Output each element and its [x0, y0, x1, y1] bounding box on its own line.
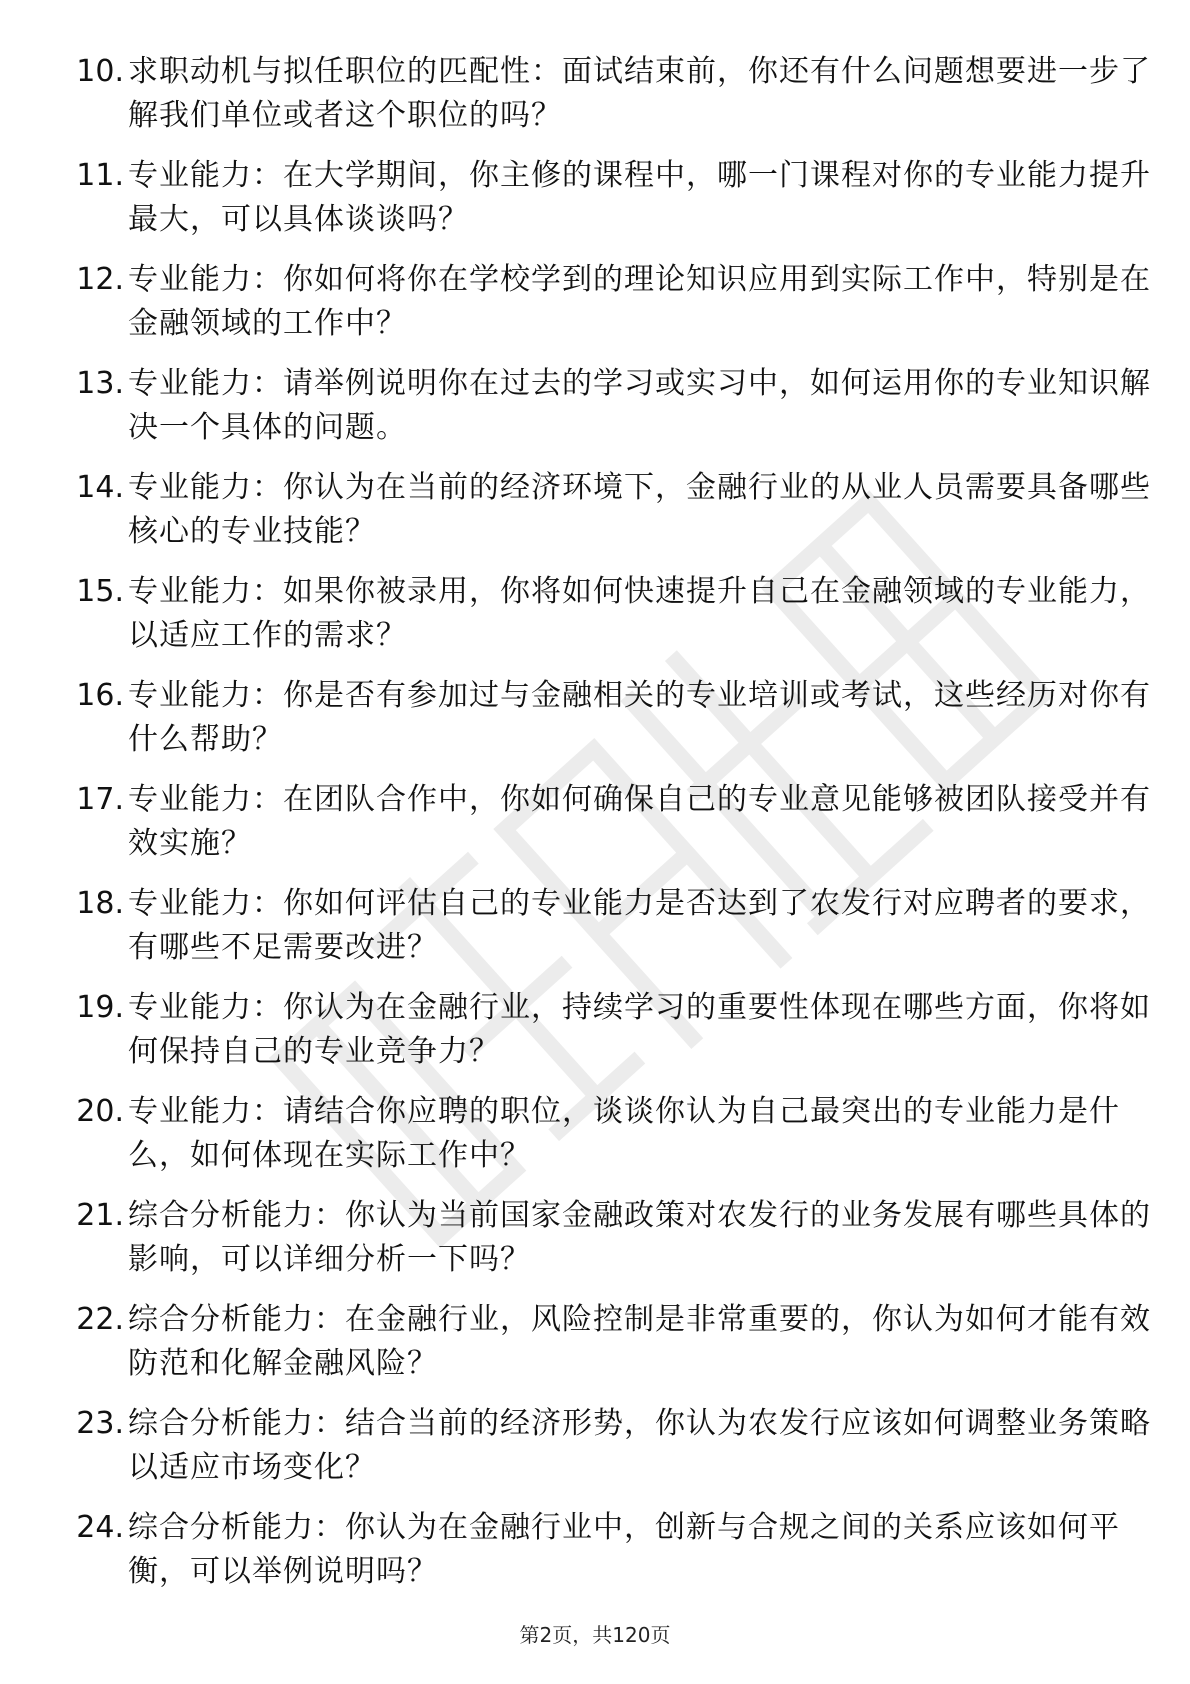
question-text: 专业能力：你认为在当前的经济环境下，金融行业的从业人员需要具备哪些核心的专业技能？ — [128, 470, 1151, 549]
question-text: 专业能力：在大学期间，你主修的课程中，哪一门课程对你的专业能力提升最大，可以具体谈谈吗？ — [128, 158, 1151, 237]
question-number: 16. — [76, 678, 124, 713]
question-number: 23. — [76, 1406, 124, 1441]
question-item-10 — [56, 44, 1151, 148]
question-text: 专业能力：如果你被录用，你将如何快速提升自己在金融领域的专业能力，以适应工作的需求？ — [128, 574, 1151, 653]
question-number: 15. — [76, 574, 124, 609]
question-text: 综合分析能力：你认为当前国家金融政策对农发行的业务发展有哪些具体的影响，可以详细分析一下吗？ — [128, 1198, 1151, 1277]
question-text: 专业能力：请举例说明你在过去的学习或实习中，如何运用你的专业知识解决一个具体的问题。 — [128, 366, 1151, 445]
question-text: 求职动机与拟任职位的匹配性：面试结束前，你还有什么问题想要进一步了解我们单位或者这个职位的吗？ — [128, 54, 1151, 133]
question-item-13 — [56, 356, 1151, 460]
page-number-footer: 第2页，共120页 — [519, 1623, 671, 1647]
question-item-22 — [56, 1292, 1151, 1396]
question-text: 专业能力：在团队合作中，你如何确保自己的专业意见能够被团队接受并有效实施？ — [128, 782, 1151, 861]
question-list — [56, 44, 1151, 1604]
question-number: 19. — [76, 990, 124, 1025]
question-number: 14. — [76, 470, 124, 505]
question-number: 12. — [76, 262, 124, 297]
question-item-20 — [56, 1084, 1120, 1188]
question-number: 11. — [76, 158, 124, 193]
question-item-11 — [56, 148, 1151, 252]
question-number: 18. — [76, 886, 124, 921]
question-item-23 — [56, 1396, 1151, 1500]
question-number: 24. — [76, 1510, 124, 1545]
question-number: 17. — [76, 782, 124, 817]
question-item-24 — [56, 1500, 1120, 1604]
question-number: 22. — [76, 1302, 124, 1337]
question-number: 13. — [76, 366, 124, 401]
question-number: 10. — [76, 54, 124, 89]
question-item-12 — [56, 252, 1151, 356]
question-item-18 — [56, 876, 1151, 980]
question-item-14 — [56, 460, 1151, 564]
question-text: 专业能力：你如何将你在学校学到的理论知识应用到实际工作中，特别是在金融领域的工作中？ — [128, 262, 1151, 341]
question-text: 综合分析能力：结合当前的经济形势，你认为农发行应该如何调整业务策略以适应市场变化？ — [128, 1406, 1151, 1485]
question-item-21 — [56, 1188, 1151, 1292]
question-text: 综合分析能力：你认为在金融行业中，创新与合规之间的关系应该如何平衡，可以举例说明吗？ — [128, 1510, 1120, 1589]
question-text: 专业能力：你如何评估自己的专业能力是否达到了农发行对应聘者的要求，有哪些不足需要改进？ — [128, 886, 1151, 965]
question-number: 21. — [76, 1198, 124, 1233]
question-item-19 — [56, 980, 1151, 1084]
question-number: 20. — [76, 1094, 124, 1129]
question-item-16 — [56, 668, 1151, 772]
question-text: 专业能力：你是否有参加过与金融相关的专业培训或考试，这些经历对你有什么帮助？ — [128, 678, 1151, 757]
question-text: 专业能力：你认为在金融行业，持续学习的重要性体现在哪些方面，你将如何保持自己的专业竞争力？ — [128, 990, 1151, 1069]
question-text: 综合分析能力：在金融行业，风险控制是非常重要的，你认为如何才能有效防范和化解金融风险？ — [128, 1302, 1151, 1381]
question-item-17 — [56, 772, 1151, 876]
question-text: 专业能力：请结合你应聘的职位，谈谈你认为自己最突出的专业能力是什么，如何体现在实际工作中？ — [128, 1094, 1120, 1173]
question-item-15 — [56, 564, 1151, 668]
